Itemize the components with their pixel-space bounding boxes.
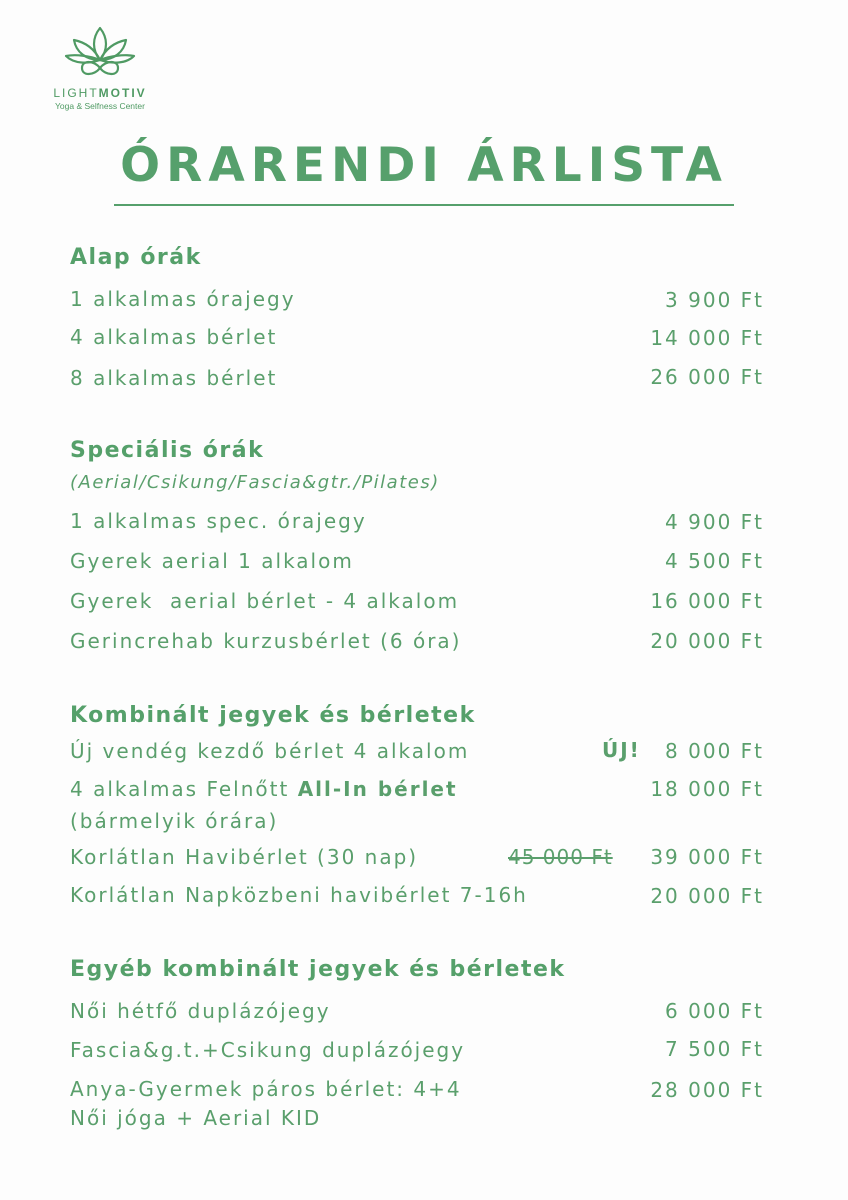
price-item-price: 3 900 Ft [665,288,764,312]
section-heading-specialis: Speciális órák [70,438,265,463]
price-item-price: 18 000 Ft [650,777,764,801]
section-subheading-specialis: (Aerial/Csikung/Fascia&gtr./Pilates) [70,472,440,493]
logo-tagline: Yoga & Selfness Center [55,101,145,111]
price-item-label: 1 alkalmas órajegy [70,287,296,311]
price-item-label: Korlátlan Napközbeni havibérlet 7-16h [70,883,528,907]
price-item-price: 28 000 Ft [650,1078,764,1102]
section-heading-alap: Alap órák [70,245,202,270]
logo-name-light: LIGHT [53,86,99,100]
price-item-label: Gyerek aerial bérlet - 4 alkalom [70,589,460,613]
price-item-label: Gerincrehab kurzusbérlet (6 óra) [70,629,462,653]
price-item-label: Fascia&g.t.+Csikung duplázójegy [70,1038,466,1062]
price-item-label: 1 alkalmas spec. órajegy [70,509,367,533]
price-item-price: 16 000 Ft [650,589,764,613]
logo-name [40,86,160,100]
price-item-price: 4 900 Ft [665,510,764,534]
price-item-price: 14 000 Ft [650,326,764,350]
price-item-label-line2: Női jóga + Aerial KID [70,1106,322,1130]
price-item-label: Gyerek aerial 1 alkalom [70,549,354,573]
new-badge: ÚJ! [602,738,641,762]
section-heading-egyeb: Egyéb kombinált jegyek és bérletek [70,957,566,982]
price-item-price: 6 000 Ft [665,999,764,1023]
all-in-label: All-In bérlet [297,777,458,801]
price-item-price: 4 500 Ft [665,549,764,573]
price-item-price: 20 000 Ft [650,884,764,908]
price-item-label: Korlátlan Havibérlet (30 nap) [70,845,419,869]
price-item-label: Anya-Gyermek páros bérlet: 4+4 [70,1077,462,1101]
price-item-price: 26 000 Ft [650,365,764,389]
price-item-price: 8 000 Ft [665,739,764,763]
price-item-label [70,775,458,803]
price-item-label: 8 alkalmas bérlet [70,366,278,390]
price-item-label: 4 alkalmas bérlet [70,325,278,349]
price-item-price: 39 000 Ft [650,845,764,869]
price-item-price: 20 000 Ft [650,629,764,653]
logo-name-bold: MOTIV [98,86,147,100]
page-title: ÓRARENDI ÁRLISTA [120,138,728,193]
price-item-label-prefix: 4 alkalmas Felnőtt [70,777,298,801]
price-item-label: Női hétfő duplázójegy [70,999,331,1023]
section-heading-kombinalt: Kombinált jegyek és bérletek [70,703,476,728]
price-item-price: 7 500 Ft [665,1037,764,1061]
old-price-strikethrough: 45 000 Ft [508,845,613,869]
price-item-label: Új vendég kezdő bérlet 4 alkalom [70,739,470,763]
lotus-infinity-icon [60,22,140,84]
price-item-label-line2: (bármelyik órára) [70,809,279,833]
title-divider [114,204,734,206]
logo [40,22,160,111]
